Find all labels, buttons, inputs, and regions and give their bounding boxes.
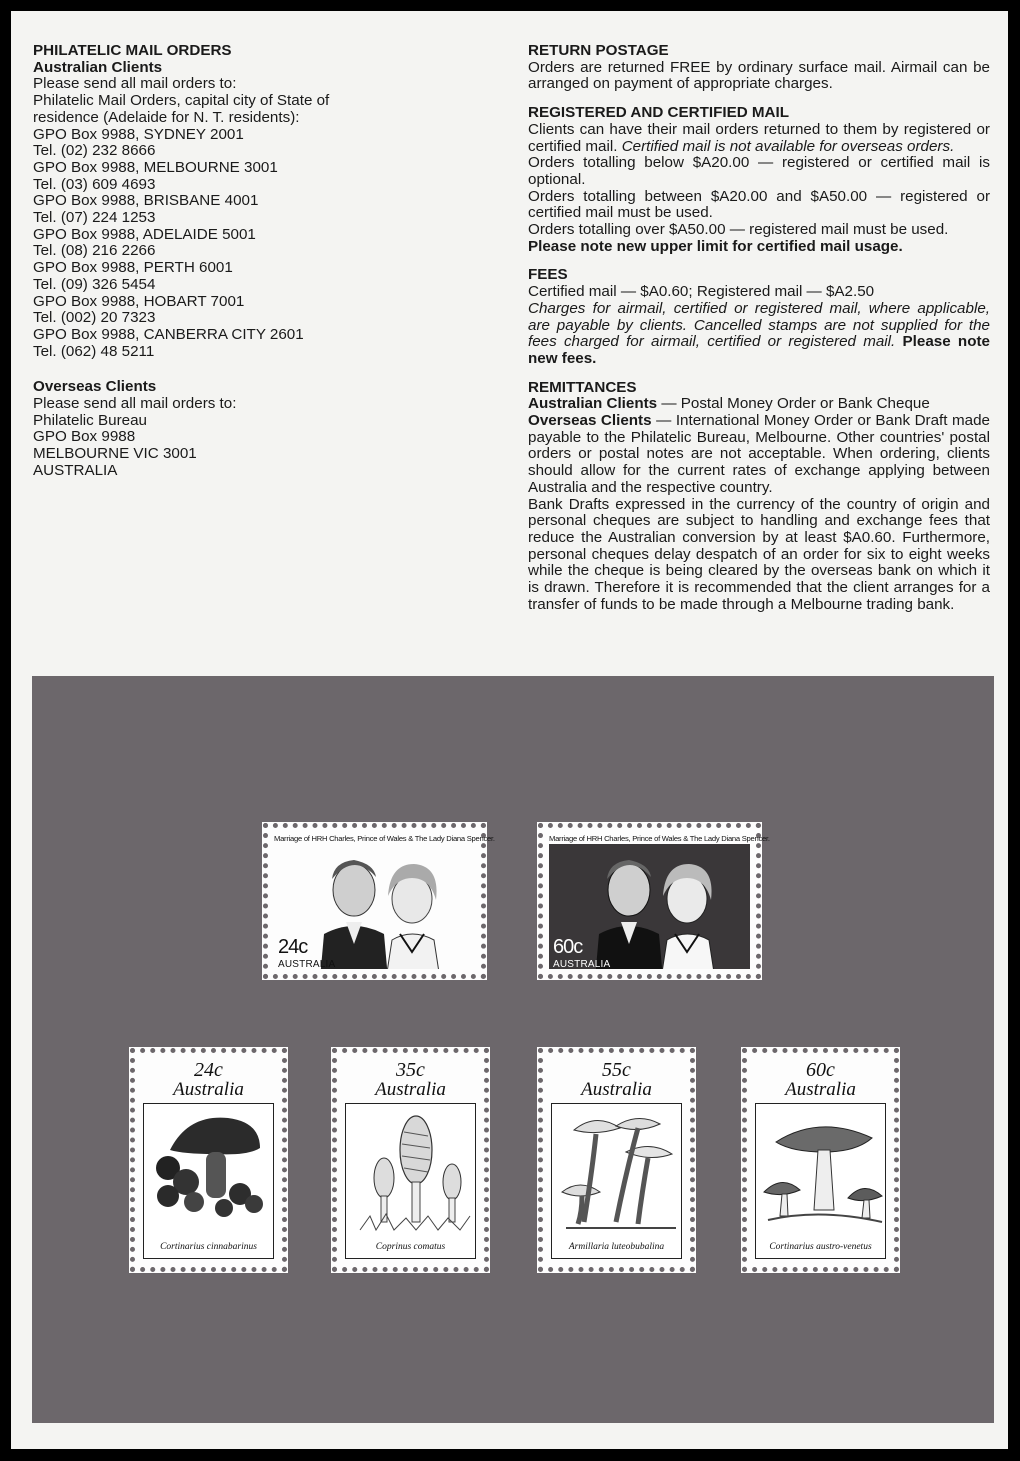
- phone-line: Tel. (03) 609 4693: [33, 175, 156, 193]
- overseas-clients-heading: Overseas Clients: [33, 378, 157, 396]
- stamp-country: Australia: [375, 1079, 446, 1100]
- phone-line: Tel. (09) 326 5454: [33, 275, 156, 293]
- registered-heading: REGISTERED AND CERTIFIED MAIL: [528, 104, 790, 122]
- return-postage-heading: RETURN POSTAGE: [528, 42, 669, 59]
- registered-italic: Certified mail is not available for overseas orders.: [621, 137, 955, 155]
- phone-line: Tel. (07) 224 1253: [33, 209, 156, 227]
- intro-line: residence (Adelaide for N. T. residents):: [33, 108, 300, 126]
- species-name: Cortinarius cinnabarinus: [160, 1242, 257, 1252]
- address-line: GPO Box 9988, CANBERRA CITY 2601: [33, 325, 304, 343]
- registered-text: [528, 122, 990, 155]
- registered-rule: Orders totalling below $A20.00 — registered or certified mail is optional.: [528, 154, 990, 188]
- registered-note: Please note new upper limit for certified mail usage.: [528, 237, 903, 255]
- registered-rule: Orders totalling between $A20.00 and $A50.00 — registered or certified mail must be used.: [528, 187, 990, 222]
- overseas-line: Please send all mail orders to:: [33, 395, 237, 413]
- registered-rule: Orders totalling over $A50.00 — registered mail must be used.: [528, 221, 949, 239]
- stamp-illustration-frame: [551, 1103, 682, 1259]
- stamp-value: 60c: [806, 1059, 835, 1081]
- stamp-value: 60c: [553, 936, 583, 958]
- stamp-illustration-frame: [755, 1103, 886, 1259]
- overseas-line: MELBOURNE VIC 3001: [33, 445, 197, 463]
- fungi-60c-stamp: [742, 1048, 899, 1272]
- mail-orders-title: PHILATELIC MAIL ORDERS: [33, 42, 232, 59]
- royal-wedding-24c-stamp: [263, 823, 495, 979]
- mushroom-illustration: [556, 1112, 686, 1242]
- fungi-35c-stamp: [332, 1048, 489, 1272]
- stamp-value: 24c: [278, 936, 308, 958]
- stamp-illustration-frame: [345, 1103, 476, 1259]
- intro-line: Please send all mail orders to:: [33, 75, 237, 93]
- stamp-value: 55c: [602, 1059, 631, 1081]
- remittances-os-text: — International Money Order or Bank Draft made payable to the Philatelic Bureau, Melbourne. Other countries' postal orders or postal notes are not acceptable. When ordering, clients should allow for the current rates of exchange applying between Australia and the respective country.: [528, 412, 991, 496]
- fungi-55c-stamp: [538, 1048, 695, 1272]
- phone-line: Tel. (062) 48 5211: [33, 342, 155, 360]
- species-name: Coprinus comatus: [375, 1242, 446, 1252]
- species-name: Armillaria luteobubalina: [568, 1242, 665, 1252]
- remittances-heading: REMITTANCES: [528, 378, 637, 396]
- royal-wedding-60c-stamp: [538, 823, 770, 979]
- return-postage-text: Orders are returned FREE by ordinary surface mail. Airmail can be arranged on payment of appropriate charges.: [528, 58, 990, 93]
- mushroom-illustration: [760, 1112, 890, 1242]
- fees-italic: Charges for airmail, certified or registered mail, where applicable, are payable by clients. Cancelled stamps are not supplied for the fees charged for airmail, certified or registered mail.: [528, 299, 990, 351]
- terms-column: [528, 43, 990, 614]
- stamp-value: 24c: [194, 1059, 223, 1081]
- remittances-os-label: Overseas Clients: [528, 412, 652, 430]
- page-sheet: [11, 11, 1008, 1449]
- stamp-caption: Marriage of HRH Charles, Prince of Wales & The Lady Diana Spencer.: [274, 834, 495, 843]
- mushroom-illustration: [350, 1112, 480, 1242]
- phone-line: Tel. (08) 216 2266: [33, 242, 156, 260]
- stamp-country: Australia: [173, 1079, 244, 1100]
- stamp-country: AUSTRALIA: [553, 959, 611, 970]
- stamp-country: Australia: [785, 1079, 856, 1100]
- stamp-caption: Marriage of HRH Charles, Prince of Wales & The Lady Diana Spencer.: [549, 834, 770, 843]
- fungi-24c-stamp: [130, 1048, 287, 1272]
- stamp-country: Australia: [581, 1079, 652, 1100]
- registered-text-body: Clients can have their mail orders returned to them by registered or certified mail.: [528, 120, 990, 155]
- overseas-line: Philatelic Bureau: [33, 411, 147, 429]
- remittances-overseas: [528, 413, 990, 497]
- mail-orders-column: [33, 43, 433, 480]
- fees-note: Please note new fees.: [528, 333, 990, 367]
- mushroom-illustration: [148, 1112, 278, 1242]
- address-line: GPO Box 9988, BRISBANE 4001: [33, 192, 259, 210]
- fees-line: Certified mail — $A0.60; Registered mail — $A2.50: [528, 283, 875, 301]
- stamp-illustration-frame: [143, 1103, 274, 1259]
- stamp-display-panel: [32, 676, 994, 1423]
- address-line: GPO Box 9988, HOBART 7001: [33, 292, 245, 310]
- australian-clients-heading: Australian Clients: [33, 58, 163, 76]
- address-line: GPO Box 9988, MELBOURNE 3001: [33, 158, 278, 176]
- overseas-line: AUSTRALIA: [33, 461, 118, 479]
- overseas-line: GPO Box 9988: [33, 428, 136, 446]
- address-line: GPO Box 9988, SYDNEY 2001: [33, 125, 244, 143]
- remittances-aus-text: — Postal Money Order or Bank Cheque: [657, 395, 930, 413]
- stamp-value: 35c: [396, 1059, 425, 1081]
- fees-heading: FEES: [528, 266, 568, 284]
- stamp-country: AUSTRALIA: [278, 959, 336, 970]
- intro-line: Philatelic Mail Orders, capital city of State of: [33, 92, 330, 110]
- address-line: GPO Box 9988, PERTH 6001: [33, 259, 233, 277]
- fees-text: [528, 301, 990, 368]
- remittances-drafts: Bank Drafts expressed in the currency of the country of origin and personal cheques are subject to handling and exchange fees that reduce the Australian conversion by at least $A0.60. Furthermore, personal cheques delay despatch of an order for six to eight weeks while the cheque is being cleared by the overseas bank on which it is drawn. Therefore it is recommended that the client arranges for a transfer of funds to be made through a Melbourne trading bank.: [528, 495, 990, 613]
- address-line: GPO Box 9988, ADELAIDE 5001: [33, 225, 256, 243]
- species-name: Cortinarius austro-venetus: [769, 1242, 872, 1252]
- phone-line: Tel. (02) 232 8666: [33, 142, 156, 160]
- phone-line: Tel. (002) 20 7323: [33, 309, 156, 327]
- remittances-australian: [528, 396, 990, 413]
- remittances-aus-label: Australian Clients: [528, 395, 658, 413]
